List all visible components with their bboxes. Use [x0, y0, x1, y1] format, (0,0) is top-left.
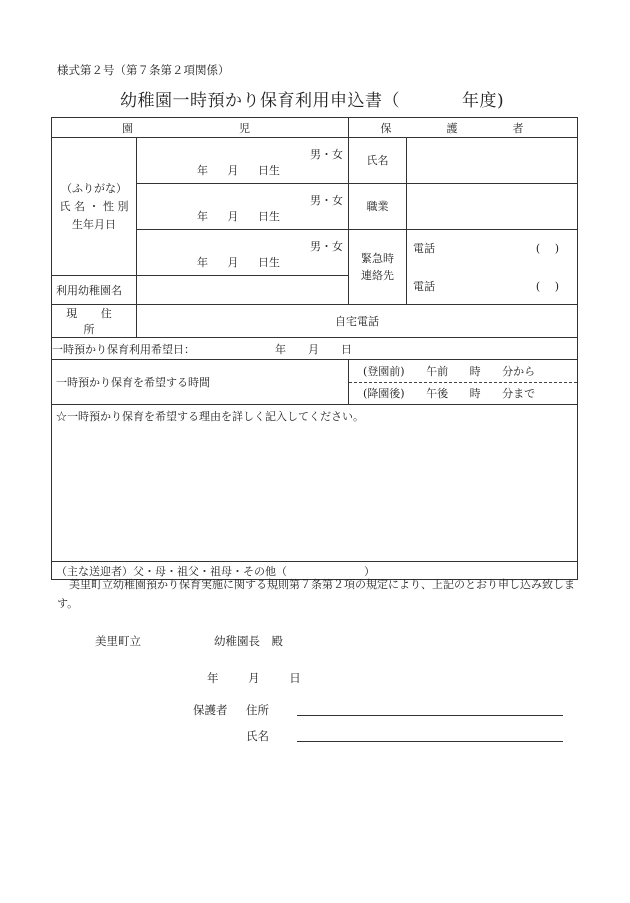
declaration-text: 美里町立幼稚園預かり保育実施に関する規則第７条第２項の規定により、上記のとおり申し込み致します。 [57, 578, 575, 610]
page-title [120, 86, 504, 111]
child-entry-2[interactable] [137, 184, 349, 230]
child-name-label: （ふりがな） 氏 名 ・ 性 別 生年月日 [52, 138, 137, 276]
guardian-header: 保 護 者 [349, 118, 578, 138]
town-label: 美里町立 [95, 634, 141, 648]
child-entry-1[interactable] [137, 138, 349, 184]
guardian-job-field[interactable] [407, 184, 578, 230]
guardian-job-label: 職業 [349, 184, 407, 230]
name-line[interactable] [297, 741, 563, 742]
guardian-name-field[interactable] [407, 138, 578, 184]
address-line[interactable] [297, 715, 563, 716]
emergency-phones[interactable] [407, 230, 578, 305]
birthdate-field[interactable]: 年 月 日生 [197, 164, 280, 177]
guardian-name-label: 氏名 [349, 138, 407, 184]
time-after-field[interactable]: (降園後) 午後 時 分まで [363, 387, 536, 401]
title-main: 幼稚園一時預かり保育利用申込書（ [120, 91, 400, 111]
emergency-contact-label: 緊急時 連絡先 [349, 230, 407, 305]
principal-label: 幼稚園長 殿 [214, 634, 283, 648]
signature-address-label: 住所 [246, 703, 269, 717]
signature-date[interactable]: 年 月 日 [207, 671, 301, 685]
phone-field-2[interactable]: 電話 ( ) [413, 280, 559, 293]
kindergarten-name-label: 利用幼稚園名 [52, 276, 137, 305]
use-date-field[interactable]: 年 月 日 [275, 342, 352, 356]
phone-field-1[interactable]: 電話 ( ) [413, 242, 559, 255]
guardian-label: 保護者 [193, 703, 228, 717]
use-date-row[interactable] [52, 338, 578, 360]
birthdate-field[interactable]: 年 月 日生 [197, 256, 280, 269]
form-number-label: 様式第２号（第７条第２項関係） [57, 63, 230, 77]
application-table [51, 117, 578, 580]
sex-option[interactable]: 男・女 [310, 194, 343, 207]
kindergarten-name-field[interactable] [137, 276, 349, 305]
reason-field[interactable]: ☆一時預かり保育を希望する理由を詳しく記入してください。 [52, 405, 578, 562]
sex-option[interactable]: 男・女 [310, 148, 343, 161]
use-date-label: 一時預かり保育利用希望日： [52, 342, 195, 356]
title-year-suffix: 年度) [462, 91, 505, 111]
birthdate-field[interactable]: 年 月 日生 [197, 210, 280, 223]
sex-option[interactable]: 男・女 [310, 240, 343, 253]
time-label: 一時預かり保育を希望する時間 [52, 360, 349, 405]
time-before-field[interactable]: (登園前) 午前 時 分から [349, 360, 577, 383]
home-phone-label[interactable]: 自宅電話 [137, 305, 578, 338]
address-label: 現 住 所 [52, 305, 137, 338]
child-entry-3[interactable] [137, 230, 349, 276]
child-header: 園 児 [52, 118, 349, 138]
escort-field[interactable]: （主な送迎者）父・母・祖父・祖母・その他（ ） [52, 562, 578, 580]
time-fields[interactable] [349, 360, 578, 405]
signature-name-label: 氏名 [246, 729, 269, 743]
